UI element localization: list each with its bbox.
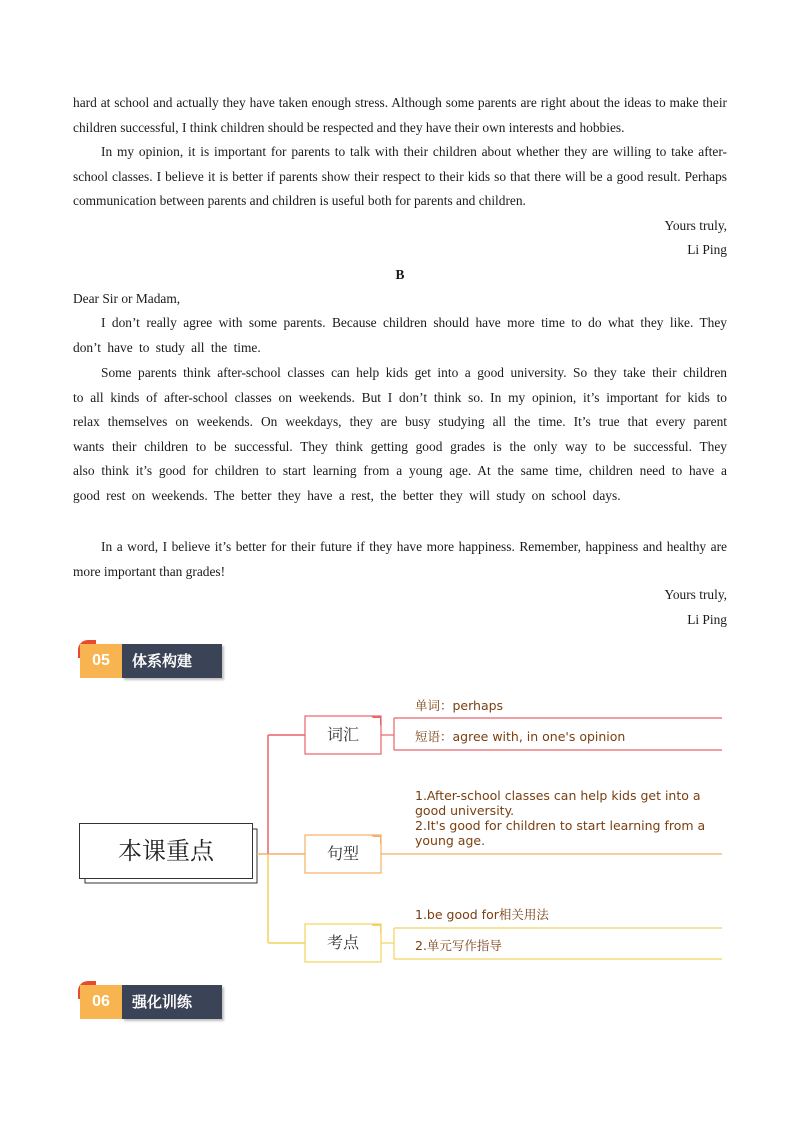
mindmap-branch-sentence: 句型 xyxy=(306,837,380,871)
mindmap-keypoint-2: 2.单元写作指导 xyxy=(415,938,502,953)
mindmap-sentence-2: 2.It's good for children to start learning from a young age. xyxy=(415,818,706,848)
mindmap-vocab-phrase: 短语：agree with, in one's opinion xyxy=(415,729,626,744)
letter-a-paragraph-opinion: In my opinion, it is important for parents to talk with their children about whether they are willing to take after-school classes. I believe it is better if parents show their respect to their kids so that there will be a good result. Perhaps communication between parents and children is useful both for parents and children. xyxy=(73,144,727,209)
section-06-badge xyxy=(80,985,224,1019)
letter-b-salutation: Dear Sir or Madam, xyxy=(73,291,181,306)
letter-b-paragraph-3: In a word, I believe it’s better for their future if they have more happiness. Remember, happiness and healthy are more important than grades! xyxy=(73,539,727,579)
mindmap-keypoint-1: 1.be good for相关用法 xyxy=(415,907,549,922)
letter-b-closing: Yours truly, xyxy=(664,587,727,602)
letter-a-closing: Yours truly, xyxy=(664,218,727,233)
section-06-number: 06 xyxy=(80,985,122,1019)
mindmap-root: 本课重点 xyxy=(79,823,253,879)
mindmap-branch-keypoint: 考点 xyxy=(306,926,380,960)
section-05-title: 体系构建 xyxy=(122,644,222,678)
section-05-number: 05 xyxy=(80,644,122,678)
letter-b-paragraph-1: I don’t really agree with some parents. Because children should have more time to do what they like. They don’t have to study all the time. xyxy=(73,315,727,355)
mindmap-sentence-1: 1.After-school classes can help kids get into a good university. xyxy=(415,788,701,818)
mindmap-branch-vocab: 词汇 xyxy=(306,718,380,752)
letter-b-signature: Li Ping xyxy=(687,612,727,627)
letter-b-paragraph-2: Some parents think after-school classes can help kids get into a good university. So they take their children to all kinds of after-school classes on weekends. But I don’t think so. In my opinion, it’s important for kids to relax themselves on weekends. On weekdays, they are busy studying all the time. It’s true that every parent wants their children to be successful. They think getting good grades is the only way to be successful. They also think it’s good for children to start learning from a young age. At the same time, children need to have a good rest on weekends. The better they have a rest, the better they will study on school days. xyxy=(73,365,727,503)
section-06-title: 强化训练 xyxy=(122,985,222,1019)
mindmap-vocab-word: 单词：perhaps xyxy=(415,698,504,713)
letter-a-paragraph-continued: hard at school and actually they have taken enough stress. Although some parents are right about the ideas to make their children successful, I think children should be respected and they have their own interests and hobbies. xyxy=(73,95,727,135)
letter-b-heading: B xyxy=(395,267,405,282)
letter-a-signature: Li Ping xyxy=(687,242,727,257)
